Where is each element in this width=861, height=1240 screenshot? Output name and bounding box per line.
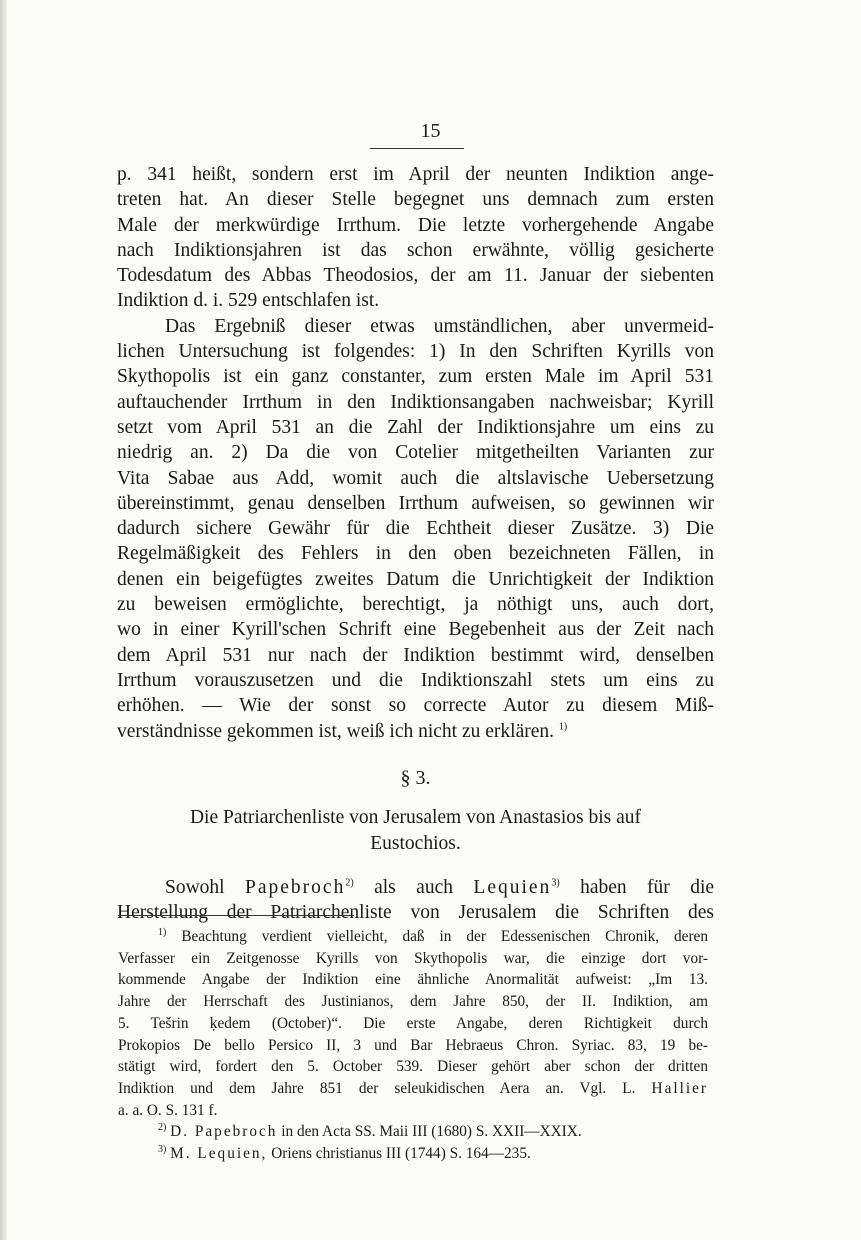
author-name-lequien: M. Lequien,	[170, 1145, 268, 1163]
footnote-line	[118, 1078, 708, 1100]
footnote-ref-3[interactable]: 3)	[551, 877, 560, 889]
section-mark: § 3.	[400, 766, 431, 789]
text-line: erhöhen. — Wie der sonst so correcte Autor zu diesem Miß-	[117, 695, 714, 717]
text-line: Todesdatum des Abbas Theodosios, der am 11. Januar der siebenten	[117, 265, 714, 287]
footnote-line: 5. Tešrin ḳedem (October)“. Die erste Angabe, deren Richtigkeit durch	[118, 1014, 708, 1032]
text-line: wo in einer Kyrill'schen Schrift eine Begebenheit aus der Zeit nach	[117, 619, 714, 641]
text-line: auftauchender Irrthum in den Indiktionsangaben nachweisbar; Kyrill	[117, 391, 714, 413]
footnote-marker: 3)	[158, 1143, 167, 1155]
text-line: übereinstimmt, genau denselben Irrthum aufweisen, so gewinnen wir	[117, 492, 714, 514]
footnote-line: Verfasser ein Zeitgenosse Kyrills von Skythopolis war, die einzige dort vor-	[118, 949, 708, 967]
text-line: p. 341 heißt, sondern erst im April der neunten Indiktion ange-	[117, 164, 714, 185]
text-line: treten hat. An dieser Stelle begegnet uns demnach zum ersten	[117, 189, 714, 211]
footnote-line	[118, 1143, 708, 1165]
text-line	[117, 875, 714, 900]
footnote-line: a. a. O. S. 131 f.	[118, 1101, 218, 1119]
text-line: setzt vom April 531 an die Zahl der Indiktionsjahre um eins zu	[117, 416, 714, 438]
text-fragment: verständnisse gekommen ist, weiß ich nicht zu erklären.	[117, 720, 554, 742]
text-fragment: in den Acta SS. Maii III (1680) S. XXII—XXIX.	[281, 1123, 582, 1141]
text-line: niedrig an. 2) Da die von Cotelier mitgetheilten Varianten zur	[117, 442, 714, 464]
footnote-2	[118, 1121, 708, 1143]
footnote-line: kommende Angabe der Indiktion eine ähnliche Anormalität aufweist: „Im 13.	[118, 971, 708, 989]
author-name-papebroch: Papebroch	[245, 877, 346, 899]
text-line: Irrthum vorauszusetzen und die Indiktionszahl stets um eins zu	[117, 669, 714, 691]
text-line: zu beweisen ermöglichte, berechtigt, ja nöthigt uns, auch dort,	[117, 594, 714, 616]
text-line: Herstellung der Patriarchenliste von Jerusalem die Schriften des	[117, 902, 714, 924]
text-line: Vita Sabae aus Add, womit auch die altslavische Uebersetzung	[117, 467, 714, 489]
text-line: nach Indiktionsjahren ist das schon erwähnte, völlig gesicherte	[117, 239, 714, 261]
text-line: lichen Untersuchung ist folgendes: 1) In den Schriften Kyrills von	[117, 341, 714, 363]
text-fragment: Indiktion und dem Jahre 851 der seleukidischen Aera an. Vgl. L.	[118, 1079, 636, 1097]
section-title-line: Eustochios.	[370, 833, 461, 855]
footnotes	[118, 926, 708, 1165]
footnote-line: Prokopios De bello Persico II, 3 und Bar Hebraeus Chron. Syriac. 83, 19 be-	[118, 1036, 708, 1054]
footnote-line	[118, 926, 708, 948]
page-number-rule	[370, 148, 464, 149]
text-fragment: haben für die	[580, 877, 714, 899]
section-title	[117, 805, 714, 857]
paragraph-1	[117, 162, 714, 314]
text-line-with-footnote	[117, 719, 714, 744]
footnote-line: Jahre der Herrschaft des Justinianos, dem Jahre 850, der II. Indiktion, am	[118, 993, 708, 1011]
binding-edge	[0, 0, 7, 1240]
section-title-line: Die Patriarchenliste von Jerusalem von Anastasios bis auf	[189, 807, 642, 829]
text-fragment: Beachtung verdient vielleicht, daß in der Edessenischen Chronik, deren	[181, 928, 708, 945]
text-line: Regelmäßigkeit des Fehlers in den oben bezeichneten Fällen, in	[117, 543, 714, 565]
text-line: dadurch sichere Gewähr für die Echtheit dieser Zusätze. 3) Die	[117, 518, 714, 540]
footnote-marker: 2)	[158, 1122, 167, 1134]
text-line: denen ein beigefügtes zweites Datum die Unrichtigkeit der Indiktion	[117, 568, 714, 590]
body-text	[117, 162, 714, 926]
text-fragment: Sowohl	[165, 877, 225, 899]
page-number: 15	[420, 120, 441, 142]
text-line: Indiktion d. i. 529 entschlafen ist.	[117, 290, 380, 312]
author-name-hallier: Hallier	[651, 1079, 708, 1097]
footnote-line	[118, 1121, 708, 1143]
text-line: Das Ergebniß dieser etwas umständlichen, aber unvermeid-	[165, 315, 714, 337]
text-line: Skythopolis ist ein ganz constanter, zum ersten Male im April 531	[117, 366, 714, 388]
footnote-1	[118, 926, 708, 1121]
footnote-3	[118, 1143, 708, 1165]
footnote-rule	[118, 915, 354, 916]
text-line: dem April 531 nur nach der Indiktion bestimmt wird, denselben	[117, 644, 714, 666]
footnote-ref-1[interactable]: 1)	[558, 721, 568, 733]
author-name-papebroch: D. Papebroch	[170, 1123, 278, 1141]
footnote-ref-2[interactable]: 2)	[345, 877, 354, 889]
text-fragment: als auch	[374, 877, 453, 899]
text-line: Male der merkwürdige Irrthum. Die letzte vorhergehende Angabe	[117, 214, 714, 236]
footnote-marker: 1)	[158, 926, 167, 938]
paragraph-2	[117, 314, 714, 744]
text-fragment: Oriens christianus III (1744) S. 164—235.	[271, 1145, 531, 1163]
author-name-lequien: Lequien	[473, 877, 552, 899]
footnote-line: stätigt wird, fordert den 5. October 539. Dieser gehört aber schon der dritten	[118, 1058, 708, 1076]
paragraph-3	[117, 875, 714, 926]
